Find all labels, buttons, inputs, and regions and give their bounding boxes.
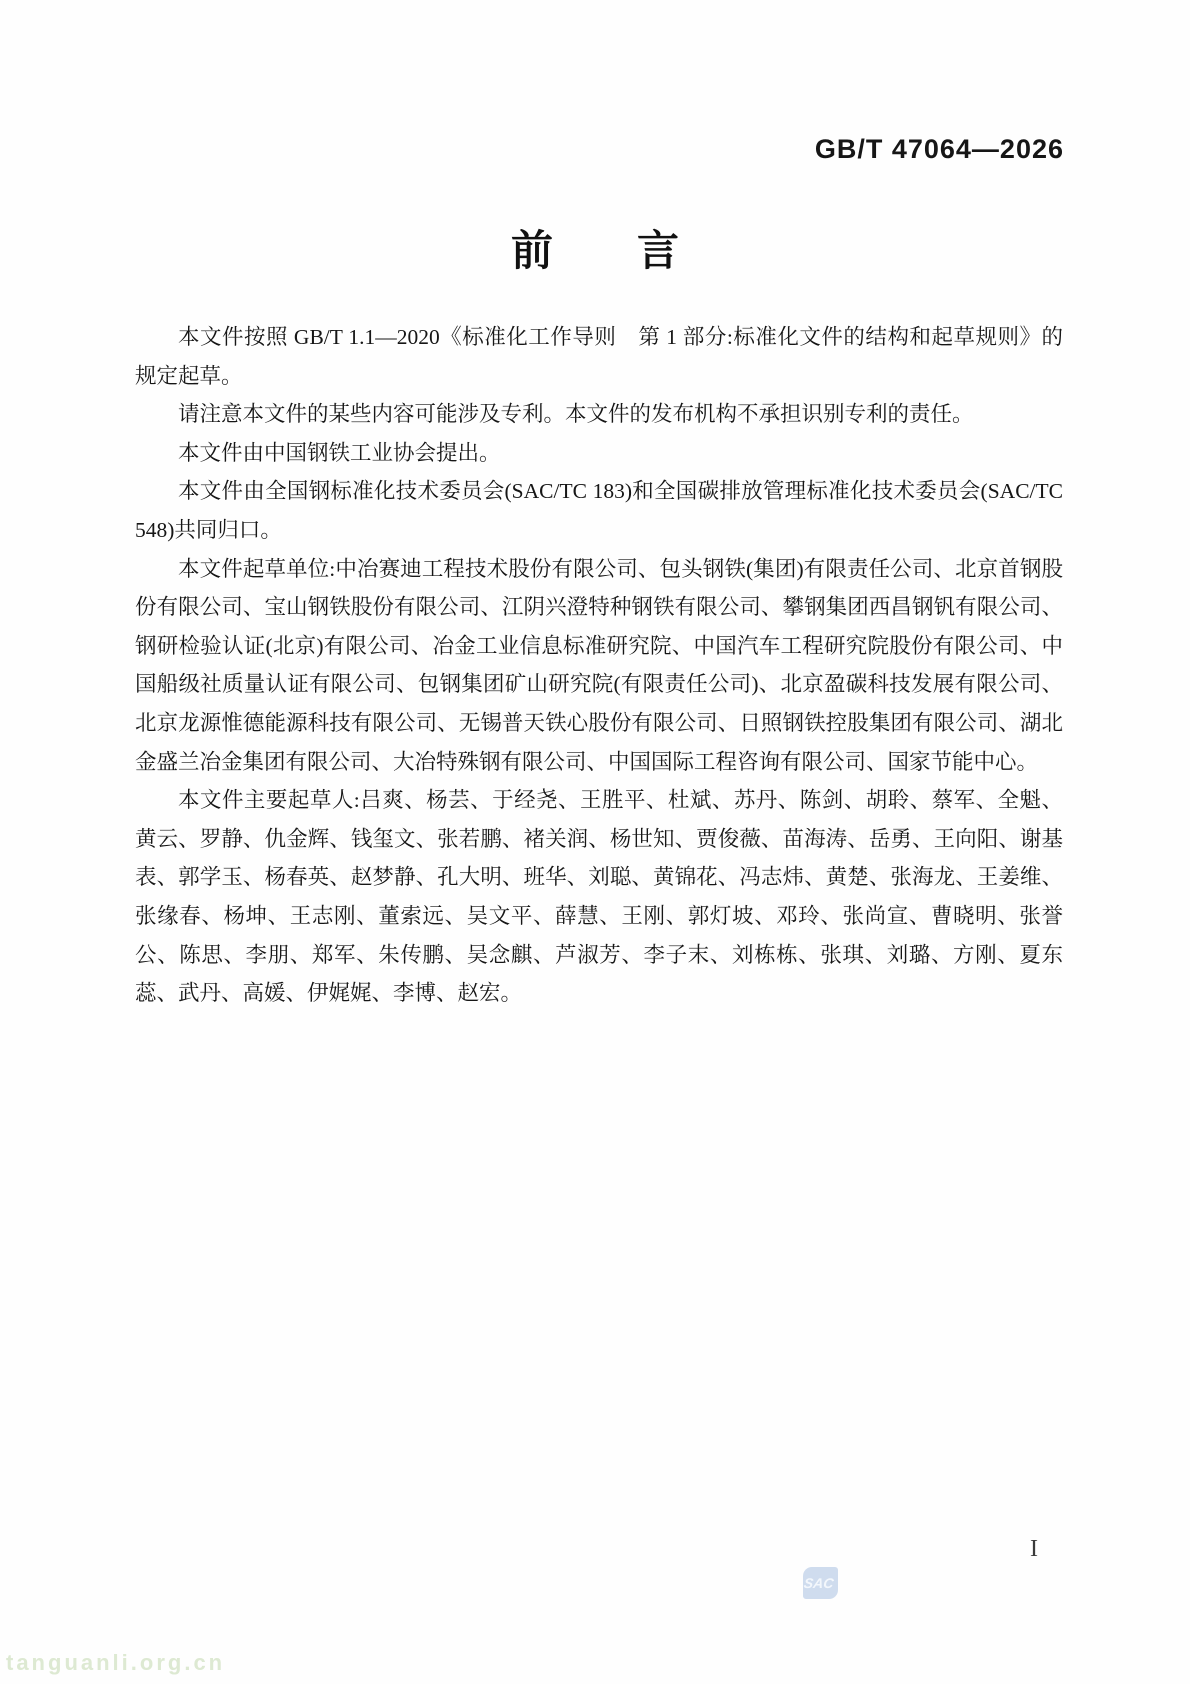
paragraph-centralized-by: 本文件由全国钢标准化技术委员会(SAC/TC 183)和全国碳排放管理标准化技术委员会(SAC/TC 548)共同归口。 bbox=[135, 479, 1063, 542]
foreword-body bbox=[135, 318, 1063, 1013]
standard-code-header: GB/T 47064—2026 bbox=[814, 134, 1064, 164]
paragraph-main-drafters: 本文件主要起草人:吕爽、杨芸、于经尧、王胜平、杜斌、苏丹、陈剑、胡聆、蔡军、全魁、黄云、罗静、仇金辉、钱玺文、张若鹏、褚关润、杨世知、贾俊薇、苗海涛、岳勇、王向阳、谢基表、郭学玉、杨春英、赵梦静、孔大明、班华、刘聪、黄锦花、冯志炜、黄楚、张海龙、王姜维、张缘春、杨坤、王志刚、董索远、吴文平、薛慧、王刚、郭灯坡、邓玲、张尚宣、曹晓明、张誉公、陈思、李朋、郑军、朱传鹏、吴念麒、芦淑芳、李子末、刘栋栋、张琪、刘璐、方刚、夏东蕊、武丹、高媛、伊娓娓、李博、赵宏。 bbox=[135, 788, 1063, 1006]
page-number: I bbox=[1030, 1536, 1038, 1562]
paragraph-drafting-basis: 本文件按照 GB/T 1.1—2020《标准化工作导则 第 1 部分:标准化文件的结构和起草规则》的规定起草。 bbox=[135, 325, 1063, 388]
paragraph-proposed-by: 本文件由中国钢铁工业协会提出。 bbox=[178, 440, 501, 465]
sac-logo-text: SAC bbox=[802, 1575, 835, 1591]
paragraph-drafting-organizations: 本文件起草单位:中冶赛迪工程技术股份有限公司、包头钢铁(集团)有限责任公司、北京首钢股份有限公司、宝山钢铁股份有限公司、江阴兴澄特种钢铁有限公司、攀钢集团西昌钢钒有限公司、钢研检验认证(北京)有限公司、冶金工业信息标准研究院、中国汽车工程研究院股份有限公司、中国船级社质量认证有限公司、包钢集团矿山研究院(有限责任公司)、北京盈碳科技发展有限公司、北京龙源惟德能源科技有限公司、无锡普天铁心股份有限公司、日照钢铁控股集团有限公司、湖北金盛兰冶金集团有限公司、大冶特殊钢有限公司、中国国际工程咨询有限公司、国家节能中心。 bbox=[135, 556, 1063, 774]
paragraph-patent-notice: 请注意本文件的某些内容可能涉及专利。本文件的发布机构不承担识别专利的责任。 bbox=[178, 402, 974, 427]
foreword-title: 前 言 bbox=[510, 227, 679, 274]
sac-logo bbox=[803, 1567, 838, 1599]
watermark-text: tanguanli.org.cn bbox=[6, 1650, 226, 1675]
